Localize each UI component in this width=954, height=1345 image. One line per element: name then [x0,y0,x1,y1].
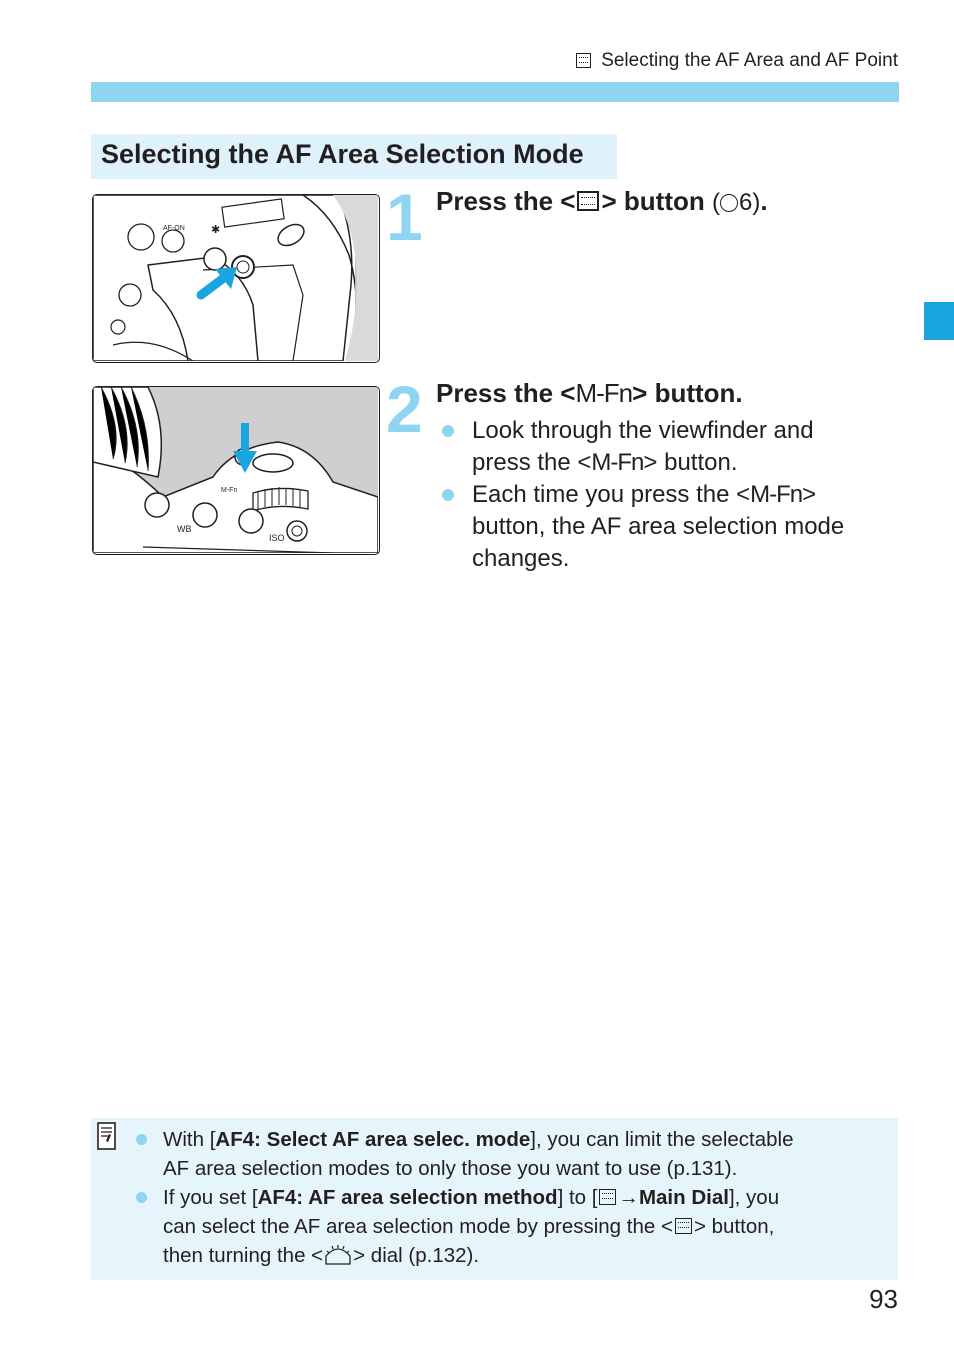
step1-title-prefix: Press the < [436,186,576,216]
note2-text-c: ], you [728,1186,780,1209]
note2-menu-ref: AF4: AF area selection method [257,1186,558,1209]
note-list [163,1125,883,1274]
running-header [576,50,898,72]
step1-title [436,186,768,217]
af-point-selection-icon [599,1189,616,1205]
step2-camera-illustration [92,386,380,555]
timer-ref-value: 6 [738,189,753,216]
bullet1-text-c: > button. [643,449,738,476]
star-label: ✱ [211,224,221,236]
note2-text-a: If you set [ [163,1186,258,1209]
chapter-tab [924,302,954,340]
note2-text-f: then turning the < [163,1244,324,1267]
note2-text-d: can select the AF area selection mode by pressing the < [163,1215,673,1238]
bullet-icon [442,425,454,437]
bullet1-line1: Look through the viewfinder and [472,417,814,444]
note1-line1 [163,1125,883,1154]
timer-ref: ( 6) [711,189,761,216]
step1-title-period: . [760,186,768,216]
bullet2-text-a: Each time you press the < [472,481,751,508]
m-fn-label: M-Fn [221,487,238,494]
step1-title-suffix: > button [601,186,705,216]
iso-label: ISO [269,533,285,543]
page-number: 93 [869,1284,898,1314]
note1-text-b: ], you can limit the selectable [530,1128,794,1151]
step2-title-suffix: > button. [632,378,743,408]
m-fn-button-label: M-Fn [575,378,633,408]
af-point-selection-icon [675,1218,692,1234]
step-number-2: 2 [386,372,423,446]
bullet1-line2 [472,447,882,479]
bullet2-line1 [472,479,882,511]
bullet-icon [136,1134,147,1145]
note2-line2 [163,1212,883,1241]
wb-label: WB [177,524,192,534]
list-item [442,415,882,479]
arrow-icon: → [618,1186,639,1209]
step1-camera-illustration [92,194,380,363]
note1-menu-ref: AF4: Select AF area selec. mode [215,1128,531,1151]
m-fn-inline: M-Fn [591,449,644,476]
note2-text-e: > button, [693,1215,775,1238]
note2-text-b: ] to [ [557,1186,598,1209]
timer-icon [720,194,738,212]
af-point-selection-icon [576,53,591,68]
list-item [163,1125,883,1183]
af-on-label: AF-ON [163,225,185,232]
bullet2-line2: button, the AF area selection mode [472,513,845,540]
step-number-1: 1 [386,180,423,254]
section-title: Selecting the AF Area Selection Mode [91,134,617,179]
bullet2-text-b: > [802,481,817,508]
main-dial-icon [323,1244,353,1274]
m-fn-inline: M-Fn [750,481,803,508]
running-header-title: Selecting the AF Area and AF Point [601,50,898,71]
step2-title [436,378,743,409]
note-icon [97,1122,117,1157]
note1-text-a: With [ [163,1128,216,1151]
af-point-selection-button-icon [577,191,599,211]
note2-line1 [163,1183,883,1212]
note2-line3 [163,1241,883,1274]
note1-line2: AF area selection modes to only those you want to use (p.131). [163,1157,738,1180]
header-rule [91,82,899,102]
bullet2-line3: changes. [472,545,570,572]
bullet-icon [136,1192,147,1203]
step2-title-prefix: Press the < [436,378,576,408]
list-item [163,1183,883,1274]
bullet1-text-b: press the < [472,449,592,476]
bullet-icon [442,489,454,501]
note2-text-g: > dial (p.132). [353,1244,480,1267]
step2-bullet-list [442,415,882,575]
main-dial-ref: Main Dial [638,1186,729,1209]
list-item [442,479,882,575]
